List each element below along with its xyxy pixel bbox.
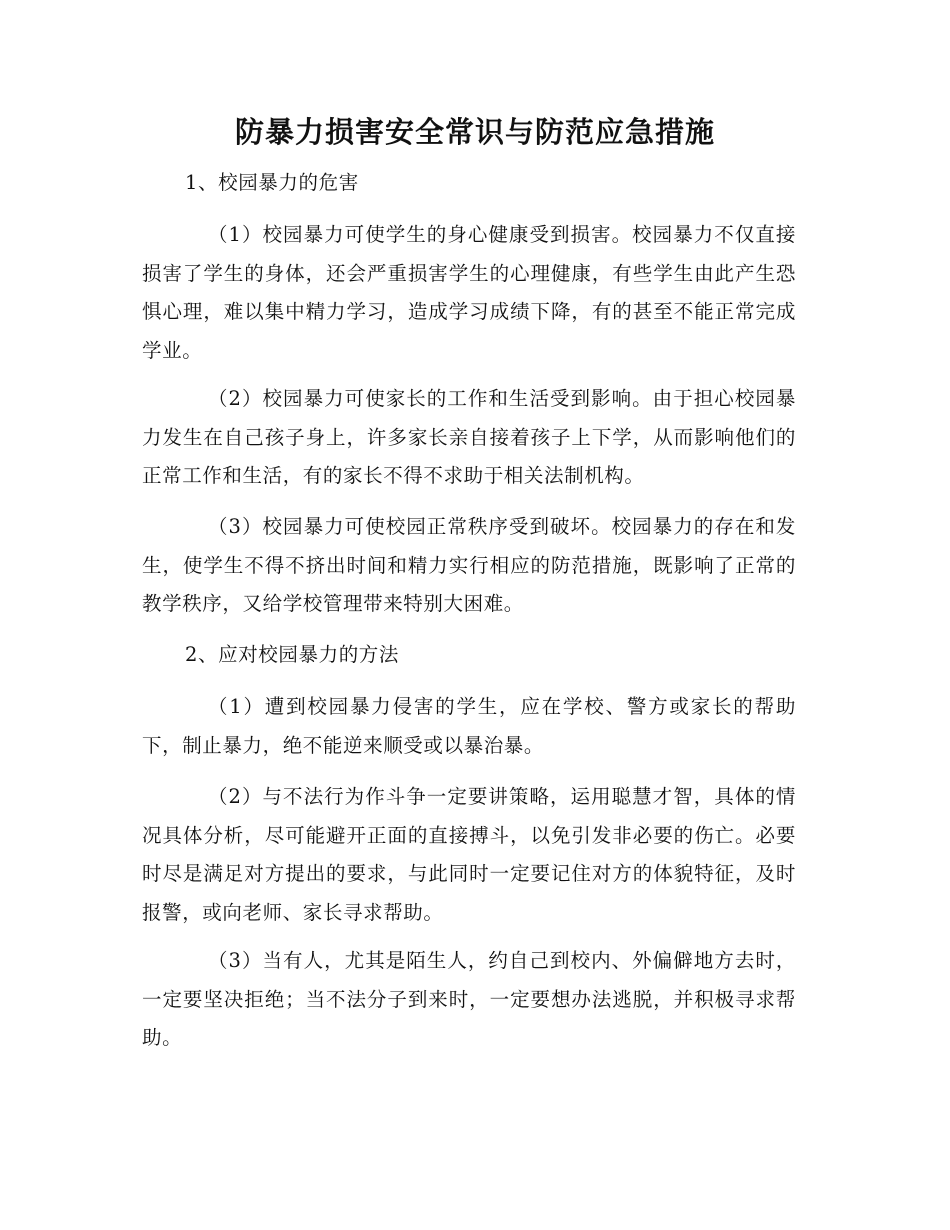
document-title: 防暴力损害安全常识与防范应急措施 [234, 115, 715, 149]
paragraph-2-1: （1）遭到校园暴力侵害的学生，应在学校、警方或家长的帮助下，制止暴力，绝不能逆来顺受或以暴治暴。 [142, 695, 796, 757]
paragraph-2-3: （3）当有人，尤其是陌生人，约自己到校内、外偏僻地方去时，一定要坚决拒绝；当不法分子到来时，一定要想办法逃脱，并积极寻求帮助。 [142, 949, 796, 1049]
paragraph-2-2: （2）与不法行为作斗争一定要讲策略，运用聪慧才智，具体的情况具体分析，尽可能避开正面的直接搏斗，以免引发非必要的伤亡。必要时尽是满足对方提出的要求，与此同时一定要记住对方的体貌特征，及时报警，或向老师、家长寻求帮助。 [142, 785, 796, 924]
section-heading-2: 2、应对校园暴力的方法 [185, 643, 400, 666]
paragraph-1-1: （1）校园暴力可使学生的身心健康受到损害。校园暴力不仅直接损害了学生的身体，还会严重损害学生的心理健康，有些学生由此产生恐惧心理，难以集中精力学习，造成学习成绩下降，有的甚至不能正常完成学业。 [142, 223, 796, 362]
paragraph-1-2: （2）校园暴力可使家长的工作和生活受到影响。由于担心校园暴力发生在自己孩子身上，许多家长亲自接着孩子上下学，从而影响他们的正常工作和生活，有的家长不得不求助于相关法制机构。 [142, 387, 796, 487]
section-heading-1: 1、校园暴力的危害 [185, 171, 359, 194]
paragraph-1-3: （3）校园暴力可使校园正常秩序受到破坏。校园暴力的存在和发生，使学生不得不挤出时间和精力实行相应的防范措施，既影响了正常的教学秩序，又给学校管理带来特别大困难。 [142, 515, 796, 615]
